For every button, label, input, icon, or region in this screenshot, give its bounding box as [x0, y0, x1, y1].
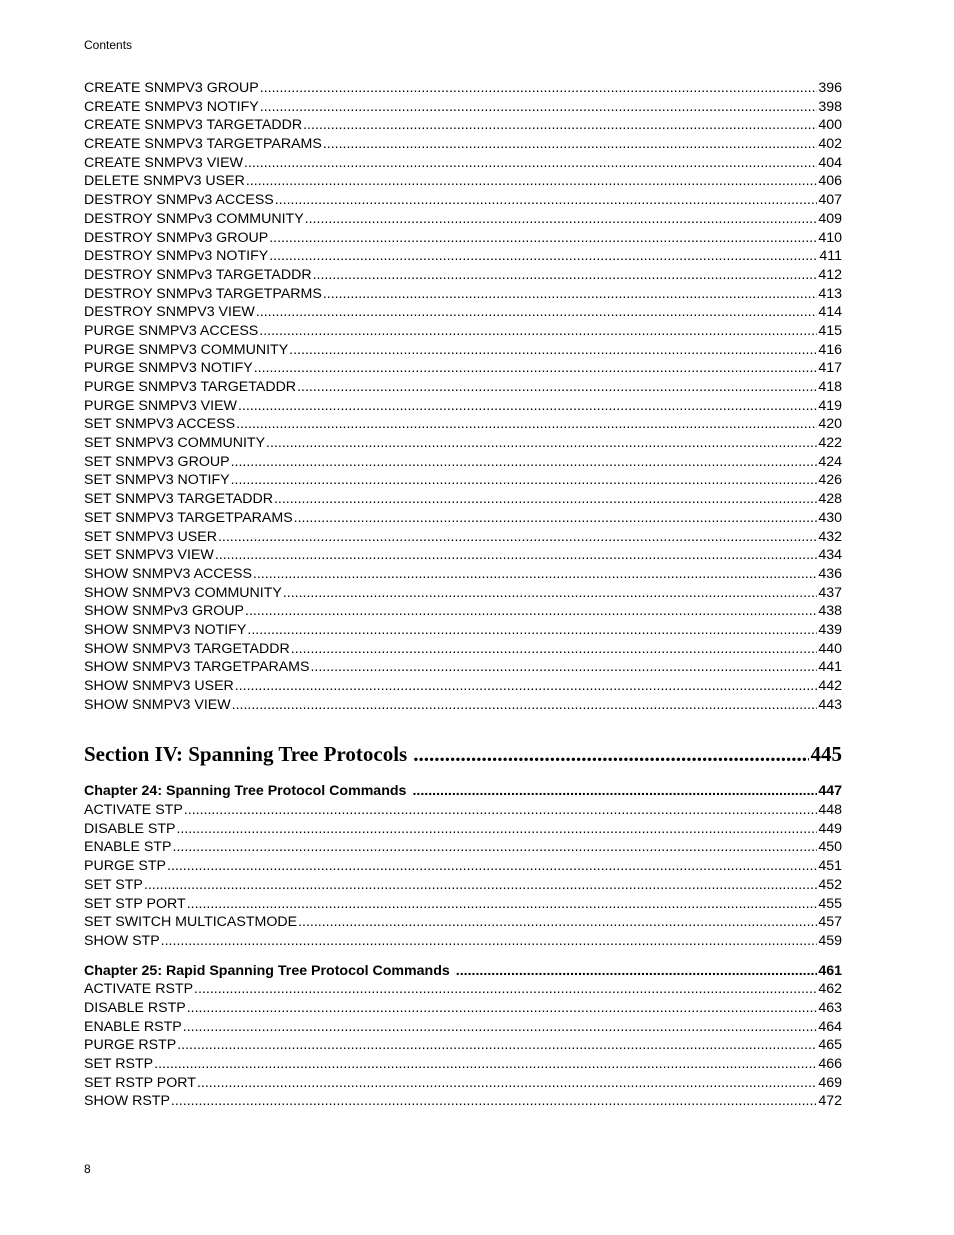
toc-entry[interactable] [84, 154, 842, 173]
dot-leader [297, 378, 817, 397]
entry-title: SET STP PORT [84, 895, 186, 912]
entry-title: PURGE SNMPV3 VIEW [84, 397, 237, 414]
entry-title: SET SNMPV3 COMMUNITY [84, 435, 266, 452]
entry-title: ENABLE STP [84, 839, 172, 856]
toc-entry[interactable] [84, 359, 842, 378]
entry-title: CREATE SNMPV3 VIEW [84, 154, 243, 171]
toc-entry[interactable] [84, 303, 842, 322]
entry-page-number: 426 [818, 472, 842, 489]
toc-entry[interactable] [84, 116, 842, 135]
page-number: 8 [84, 1162, 91, 1176]
toc-entry[interactable] [84, 640, 842, 659]
dot-leader [245, 602, 817, 621]
dot-leader [298, 913, 817, 932]
entry-page-number: 442 [818, 678, 842, 694]
entry-page-number: 452 [818, 876, 842, 893]
dot-leader [215, 546, 818, 565]
entry-page-number: 404 [818, 154, 842, 171]
toc-entry[interactable] [84, 415, 842, 434]
toc-entry[interactable] [84, 932, 842, 951]
entry-page-number: 413 [818, 285, 842, 302]
dot-leader [154, 1055, 817, 1074]
chapter-page-number: 461 [818, 962, 842, 979]
entry-page-number: 410 [818, 229, 842, 246]
entry-title: SHOW STP [84, 932, 160, 949]
toc-entry[interactable] [84, 980, 842, 999]
dot-leader [246, 172, 817, 191]
entry-page-number: 417 [818, 360, 842, 377]
entry-title: DESTROY SNMPv3 ACCESS [84, 192, 274, 209]
entry-page-number: 411 [819, 248, 842, 265]
dot-leader [274, 490, 817, 509]
running-header: Contents [84, 38, 133, 52]
entry-title: CREATE SNMPV3 GROUP [84, 80, 259, 96]
toc-entry[interactable] [84, 801, 842, 820]
toc-entry[interactable] [84, 79, 842, 98]
entry-title: SHOW SNMPV3 NOTIFY [84, 621, 247, 638]
dot-leader [177, 1036, 817, 1055]
dot-leader [176, 820, 817, 839]
dot-leader [269, 247, 818, 266]
toc-entry[interactable] [84, 471, 842, 490]
entry-page-number: 419 [818, 397, 842, 414]
entry-page-number: 455 [818, 895, 842, 912]
entry-title: SET RSTP [84, 1056, 154, 1072]
toc-entry[interactable] [84, 602, 842, 621]
entry-page-number: 440 [818, 640, 842, 657]
toc-entry[interactable] [84, 546, 842, 565]
dot-leader [238, 397, 817, 416]
toc-entry[interactable] [84, 838, 842, 857]
dot-leader [231, 471, 818, 490]
toc-entry[interactable] [84, 565, 842, 584]
toc-entry[interactable] [84, 1055, 842, 1074]
dot-leader [310, 658, 817, 677]
entry-page-number: 400 [818, 117, 842, 134]
entry-title: SET SNMPV3 VIEW [84, 547, 214, 564]
dot-leader [294, 509, 818, 528]
toc-entry[interactable] [84, 247, 842, 266]
toc-entry[interactable] [84, 1036, 842, 1055]
entry-title: DESTROY SNMPV3 VIEW [84, 304, 255, 321]
toc-entry[interactable] [84, 528, 842, 547]
dot-leader [260, 98, 818, 117]
entry-title: SET RSTP PORT [84, 1074, 196, 1091]
entry-page-number: 469 [818, 1074, 842, 1091]
dot-leader [218, 528, 817, 547]
entry-page-number: 434 [818, 547, 842, 564]
entry-page-number: 420 [818, 416, 842, 433]
entry-page-number: 449 [818, 820, 842, 837]
dot-leader [305, 210, 818, 229]
toc-entry[interactable] [84, 895, 842, 914]
toc-entry[interactable] [84, 1074, 842, 1093]
chapter-page-number: 447 [818, 783, 842, 800]
section-page-number: 445 [810, 742, 842, 767]
entry-page-number: 450 [818, 839, 842, 856]
dot-leader [184, 801, 818, 820]
entry-page-number: 414 [818, 304, 842, 321]
entry-page-number: 407 [818, 192, 842, 209]
entry-page-number: 424 [818, 453, 842, 470]
entry-title: ENABLE RSTP [84, 1018, 182, 1035]
dot-leader [144, 876, 817, 895]
entry-title: ACTIVATE STP [84, 802, 183, 819]
entry-page-number: 437 [818, 584, 842, 601]
chapter-24-entry-list [84, 801, 842, 951]
entry-page-number: 448 [818, 802, 842, 819]
toc-entry[interactable] [84, 229, 842, 248]
toc-entry[interactable] [84, 696, 842, 715]
entry-title: PURGE RSTP [84, 1037, 177, 1054]
entry-page-number: 396 [818, 80, 842, 96]
entry-title: SHOW SNMPV3 TARGETPARAMS [84, 659, 310, 676]
entry-title: PURGE STP [84, 858, 166, 875]
entry-title: PURGE SNMPV3 COMMUNITY [84, 341, 289, 358]
entry-title: DESTROY SNMPv3 COMMUNITY [84, 210, 304, 227]
entry-title: SHOW SNMPV3 ACCESS [84, 565, 252, 582]
toc-entry[interactable] [84, 658, 842, 677]
chapter-25-entry-list [84, 980, 842, 1111]
dot-leader [235, 677, 818, 696]
toc-entry[interactable] [84, 857, 842, 876]
dot-leader [236, 415, 817, 434]
entry-page-number: 412 [818, 266, 842, 283]
dot-leader [197, 1074, 817, 1093]
dot-leader [183, 1018, 818, 1037]
entry-title: SET SNMPV3 GROUP [84, 453, 230, 470]
dot-leader [173, 838, 818, 857]
entry-page-number: 430 [818, 509, 842, 526]
dot-leader [323, 135, 818, 154]
entry-title: CREATE SNMPV3 NOTIFY [84, 98, 259, 115]
chapter-24-heading[interactable] [84, 782, 842, 801]
entry-page-number: 441 [818, 659, 842, 676]
dot-leader [283, 584, 817, 603]
toc-entry[interactable] [84, 490, 842, 509]
entry-title: SET SNMPV3 TARGETADDR [84, 491, 273, 508]
entry-title: SHOW SNMPV3 USER [84, 678, 234, 694]
entry-title: SHOW SNMPV3 TARGETADDR [84, 640, 290, 657]
dot-leader [244, 154, 817, 173]
entry-title: SET SNMPV3 NOTIFY [84, 472, 230, 489]
entry-title: SHOW SNMPV3 VIEW [84, 696, 231, 713]
toc-entry[interactable] [84, 509, 842, 528]
dot-leader [291, 640, 818, 659]
entry-title: CREATE SNMPV3 TARGETADDR [84, 117, 303, 134]
entry-title: SHOW SNMPv3 GROUP [84, 603, 245, 620]
entry-page-number: 409 [818, 210, 842, 227]
entry-title: DESTROY SNMPv3 TARGETPARMS [84, 285, 322, 302]
entry-title: SET SNMPV3 ACCESS [84, 416, 236, 433]
snmpv3-entry-list [84, 79, 842, 714]
entry-page-number: 439 [818, 621, 842, 638]
entry-title: ACTIVATE RSTP [84, 981, 194, 998]
toc-entry[interactable] [84, 378, 842, 397]
dot-leader [187, 895, 818, 914]
entry-title: PURGE SNMPV3 TARGETADDR [84, 379, 297, 395]
toc-entry[interactable] [84, 876, 842, 895]
entry-page-number: 472 [818, 1093, 842, 1110]
entry-page-number: 457 [818, 914, 842, 931]
dot-leader [254, 359, 818, 378]
toc-entry[interactable] [84, 341, 842, 360]
entry-title: DISABLE RSTP [84, 999, 186, 1016]
dot-leader [253, 565, 817, 584]
dot-leader [194, 980, 817, 999]
entry-page-number: 406 [818, 173, 842, 190]
toc-entry[interactable] [84, 322, 842, 341]
entry-page-number: 418 [818, 379, 842, 395]
dot-leader [266, 434, 817, 453]
toc-entry[interactable] [84, 999, 842, 1018]
dot-leader [259, 322, 817, 341]
entry-title: PURGE SNMPV3 NOTIFY [84, 360, 253, 377]
dot-leader [187, 999, 818, 1018]
entry-page-number: 466 [818, 1056, 842, 1072]
toc-entry[interactable] [84, 191, 842, 210]
dot-leader [247, 621, 817, 640]
chapter-25-heading[interactable] [84, 962, 842, 981]
entry-title: SHOW SNMPV3 COMMUNITY [84, 584, 282, 601]
entry-page-number: 416 [818, 341, 842, 358]
dot-leader [260, 79, 818, 98]
toc-entry[interactable] [84, 1018, 842, 1037]
toc-entry[interactable] [84, 1092, 842, 1111]
section-heading[interactable] [84, 736, 842, 772]
dot-leader [412, 782, 817, 801]
table-of-contents [84, 79, 842, 1111]
dot-leader [167, 857, 817, 876]
toc-entry[interactable] [84, 434, 842, 453]
entry-page-number: 422 [818, 435, 842, 452]
toc-entry[interactable] [84, 584, 842, 603]
entry-title: DESTROY SNMPv3 GROUP [84, 229, 269, 246]
entry-page-number: 436 [818, 565, 842, 582]
entry-page-number: 432 [818, 528, 842, 545]
entry-title: DISABLE STP [84, 820, 176, 837]
dot-leader [161, 932, 818, 951]
entry-title: SET SNMPV3 USER [84, 528, 217, 545]
toc-entry[interactable] [84, 677, 842, 696]
entry-title: CREATE SNMPV3 TARGETPARAMS [84, 136, 322, 153]
entry-page-number: 451 [818, 858, 842, 875]
entry-page-number: 398 [818, 98, 842, 115]
dot-leader [232, 696, 818, 715]
entry-page-number: 415 [818, 322, 842, 339]
toc-entry[interactable] [84, 210, 842, 229]
toc-entry[interactable] [84, 820, 842, 839]
entry-title: SET STP [84, 876, 143, 893]
toc-entry[interactable] [84, 285, 842, 304]
entry-title: DELETE SNMPV3 USER [84, 173, 245, 190]
entry-title: SET SWITCH MULTICASTMODE [84, 914, 298, 931]
entry-title: DESTROY SNMPv3 NOTIFY [84, 248, 269, 265]
dot-leader [413, 736, 808, 772]
entry-title: SHOW RSTP [84, 1093, 170, 1110]
entry-page-number: 428 [818, 491, 842, 508]
toc-entry[interactable] [84, 913, 842, 932]
toc-entry[interactable] [84, 135, 842, 154]
toc-entry[interactable] [84, 98, 842, 117]
entry-page-number: 402 [818, 136, 842, 153]
entry-page-number: 462 [818, 981, 842, 998]
dot-leader [323, 285, 818, 304]
toc-entry[interactable] [84, 266, 842, 285]
toc-entry[interactable] [84, 172, 842, 191]
entry-page-number: 464 [818, 1018, 842, 1035]
dot-leader [231, 453, 818, 472]
entry-page-number: 459 [818, 932, 842, 949]
toc-entry[interactable] [84, 621, 842, 640]
dot-leader [456, 962, 818, 981]
dot-leader [269, 229, 817, 248]
entry-page-number: 465 [818, 1037, 842, 1054]
dot-leader [303, 116, 817, 135]
toc-entry[interactable] [84, 397, 842, 416]
entry-title: DESTROY SNMPv3 TARGETADDR [84, 266, 312, 283]
chapter-title: Chapter 25: Rapid Spanning Tree Protocol Commands [84, 962, 450, 979]
dot-leader [256, 303, 818, 322]
entry-page-number: 463 [818, 999, 842, 1016]
dot-leader [289, 341, 817, 360]
entry-title: SET SNMPV3 TARGETPARAMS [84, 509, 293, 526]
section-title: Section IV: Spanning Tree Protocols [84, 742, 408, 767]
dot-leader [313, 266, 818, 285]
entry-page-number: 443 [818, 696, 842, 713]
dot-leader [275, 191, 818, 210]
entry-title: PURGE SNMPV3 ACCESS [84, 322, 259, 339]
chapter-title: Chapter 24: Spanning Tree Protocol Commands [84, 783, 407, 800]
toc-entry[interactable] [84, 453, 842, 472]
entry-page-number: 438 [818, 603, 842, 620]
dot-leader [171, 1092, 817, 1111]
